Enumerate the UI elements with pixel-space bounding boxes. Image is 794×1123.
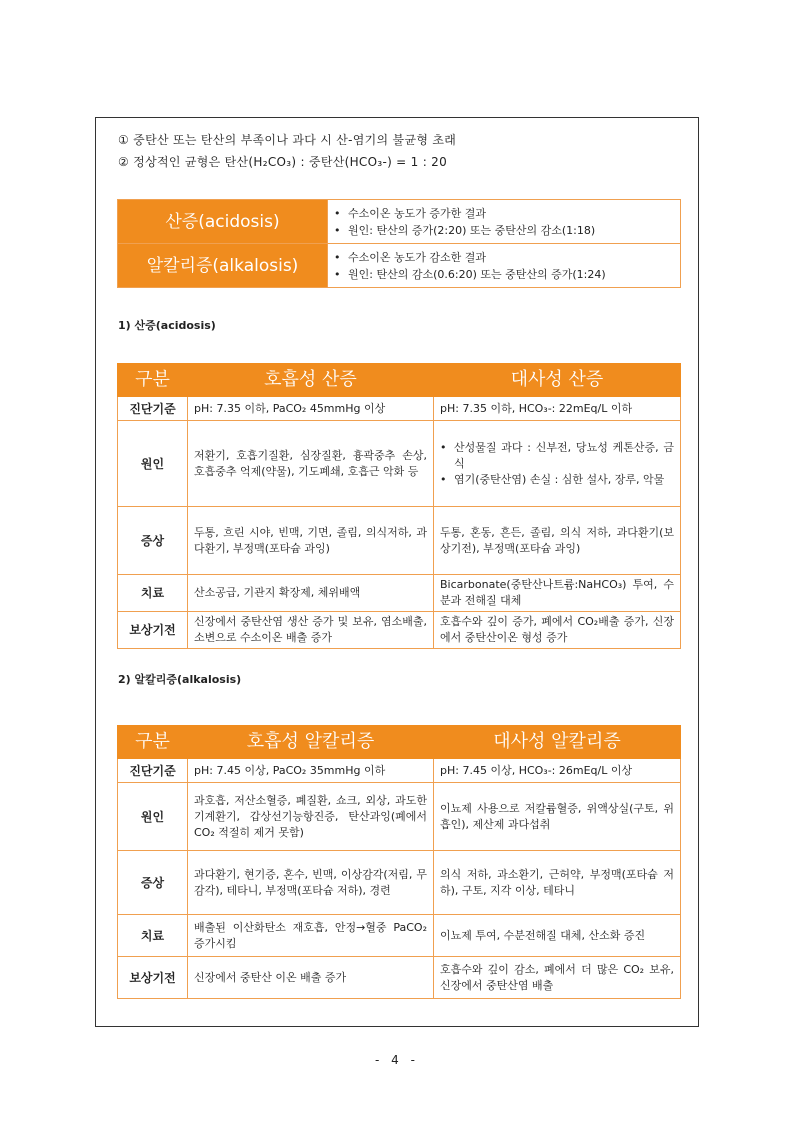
col-header-category: 구분 xyxy=(118,364,188,397)
cell-metabolic: 두통, 혼동, 흔든, 졸림, 의식 저하, 과다환기(보상기전), 부정맥(포타슘 과잉) xyxy=(434,507,681,575)
alkalosis-table xyxy=(117,725,681,999)
acidosis-table xyxy=(117,363,681,649)
table-row xyxy=(118,957,681,999)
row-label: 진단기준 xyxy=(118,397,188,421)
table-row xyxy=(118,783,681,851)
row-label: 원인 xyxy=(118,783,188,851)
section-heading-alkalosis: 2) 알칼리증(alkalosis) xyxy=(118,673,242,686)
cell-respiratory: 과호흡, 저산소혈증, 폐질환, 쇼크, 외상, 과도한 기계환기, 갑상선기능항진증, 탄산과잉(폐에서 CO₂ 적절히 제거 못함) xyxy=(188,783,434,851)
cell-respiratory: 신장에서 중탄산염 생산 증가 및 보유, 염소배출, 소변으로 수소이온 배출 증가 xyxy=(188,612,434,649)
cell-respiratory: 배출된 이산화탄소 재호흡, 안정→혈중 PaCO₂ 증가시킴 xyxy=(188,915,434,957)
summary-point: • 수소이온 농도가 감소한 결과 xyxy=(334,249,674,266)
cell-respiratory: 신장에서 중탄산 이온 배출 증가 xyxy=(188,957,434,999)
cell-metabolic xyxy=(434,421,681,507)
table-row xyxy=(118,421,681,507)
cell-respiratory: 산소공급, 기관지 확장제, 체위배액 xyxy=(188,575,434,612)
cell-respiratory: 두통, 흐린 시야, 빈맥, 기면, 졸림, 의식저하, 과다환기, 부정맥(포타슘 과잉) xyxy=(188,507,434,575)
cell-respiratory: pH: 7.35 이하, PaCO₂ 45mmHg 이상 xyxy=(188,397,434,421)
intro-text xyxy=(118,129,456,173)
section-heading-acidosis: 1) 산증(acidosis) xyxy=(118,319,216,332)
cell-respiratory: 과다환기, 현기증, 혼수, 빈맥, 이상감각(저림, 무감각), 테타니, 부정맥(포타슘 저하), 경련 xyxy=(188,851,434,915)
cell-metabolic: 호흡수와 깊이 증가, 폐에서 CO₂배출 증가, 신장에서 중탄산이온 형성 증가 xyxy=(434,612,681,649)
cell-respiratory: 저환기, 호흡기질환, 심장질환, 흉곽중추 손상, 호흡중추 억제(약물), 기도폐쇄, 호흡근 악화 등 xyxy=(188,421,434,507)
cause-item: • 염기(중탄산염) 손실 : 심한 설사, 장루, 악물 xyxy=(440,472,674,488)
table-row xyxy=(118,397,681,421)
row-label: 진단기준 xyxy=(118,759,188,783)
cause-item: • 산성물질 과다 : 신부전, 당뇨성 케톤산증, 금식 xyxy=(440,440,674,472)
summary-point: • 원인: 탄산의 감소(0.6:20) 또는 중탄산의 증가(1:24) xyxy=(334,266,674,283)
summary-acidosis-points xyxy=(328,200,681,244)
summary-point: • 원인: 탄산의 증가(2:20) 또는 중탄산의 감소(1:18) xyxy=(334,222,674,239)
col-header-respiratory: 호흡성 알칼리증 xyxy=(188,726,434,759)
col-header-respiratory: 호흡성 산증 xyxy=(188,364,434,397)
summary-alkalosis-name: 알칼리증(alkalosis) xyxy=(118,244,328,288)
cell-metabolic: 의식 저하, 과소환기, 근허약, 부정맥(포타슘 저하), 구토, 지각 이상, 테타니 xyxy=(434,851,681,915)
row-label: 증상 xyxy=(118,507,188,575)
cell-respiratory: pH: 7.45 이상, PaCO₂ 35mmHg 이하 xyxy=(188,759,434,783)
cell-metabolic: pH: 7.35 이하, HCO₃-: 22mEq/L 이하 xyxy=(434,397,681,421)
table-row xyxy=(118,759,681,783)
table-row xyxy=(118,575,681,612)
row-label: 치료 xyxy=(118,915,188,957)
row-label: 보상기전 xyxy=(118,612,188,649)
cell-metabolic: pH: 7.45 이상, HCO₃-: 26mEq/L 이상 xyxy=(434,759,681,783)
col-header-category: 구분 xyxy=(118,726,188,759)
col-header-metabolic: 대사성 알칼리증 xyxy=(434,726,681,759)
cell-metabolic: 이뇨제 사용으로 저칼륨혈증, 위액상실(구토, 위 흡인), 제산제 과다섭취 xyxy=(434,783,681,851)
table-row xyxy=(118,915,681,957)
cell-metabolic: Bicarbonate(중탄산나트륨:NaHCO₃) 투여, 수분과 전해질 대체 xyxy=(434,575,681,612)
intro-line-1: ① 중탄산 또는 탄산의 부족이나 과다 시 산-염기의 불균형 초래 xyxy=(118,133,457,147)
summary-alkalosis-points xyxy=(328,244,681,288)
cell-metabolic: 호흡수와 깊이 감소, 폐에서 더 많은 CO₂ 보유, 신장에서 중탄산염 배출 xyxy=(434,957,681,999)
page-number: - 4 - xyxy=(375,1053,419,1067)
col-header-metabolic: 대사성 산증 xyxy=(434,364,681,397)
row-label: 원인 xyxy=(118,421,188,507)
row-label: 치료 xyxy=(118,575,188,612)
intro-line-2: ② 정상적인 균형은 탄산(H₂CO₃) : 중탄산(HCO₃-) = 1 : 20 xyxy=(118,155,448,169)
summary-table xyxy=(117,199,681,288)
summary-point: • 수소이온 농도가 증가한 결과 xyxy=(334,205,674,222)
summary-acidosis-name: 산증(acidosis) xyxy=(118,200,328,244)
row-label: 증상 xyxy=(118,851,188,915)
row-label: 보상기전 xyxy=(118,957,188,999)
table-row xyxy=(118,612,681,649)
table-row xyxy=(118,851,681,915)
table-row xyxy=(118,507,681,575)
cell-metabolic: 이뇨제 투여, 수분전해질 대체, 산소화 증진 xyxy=(434,915,681,957)
